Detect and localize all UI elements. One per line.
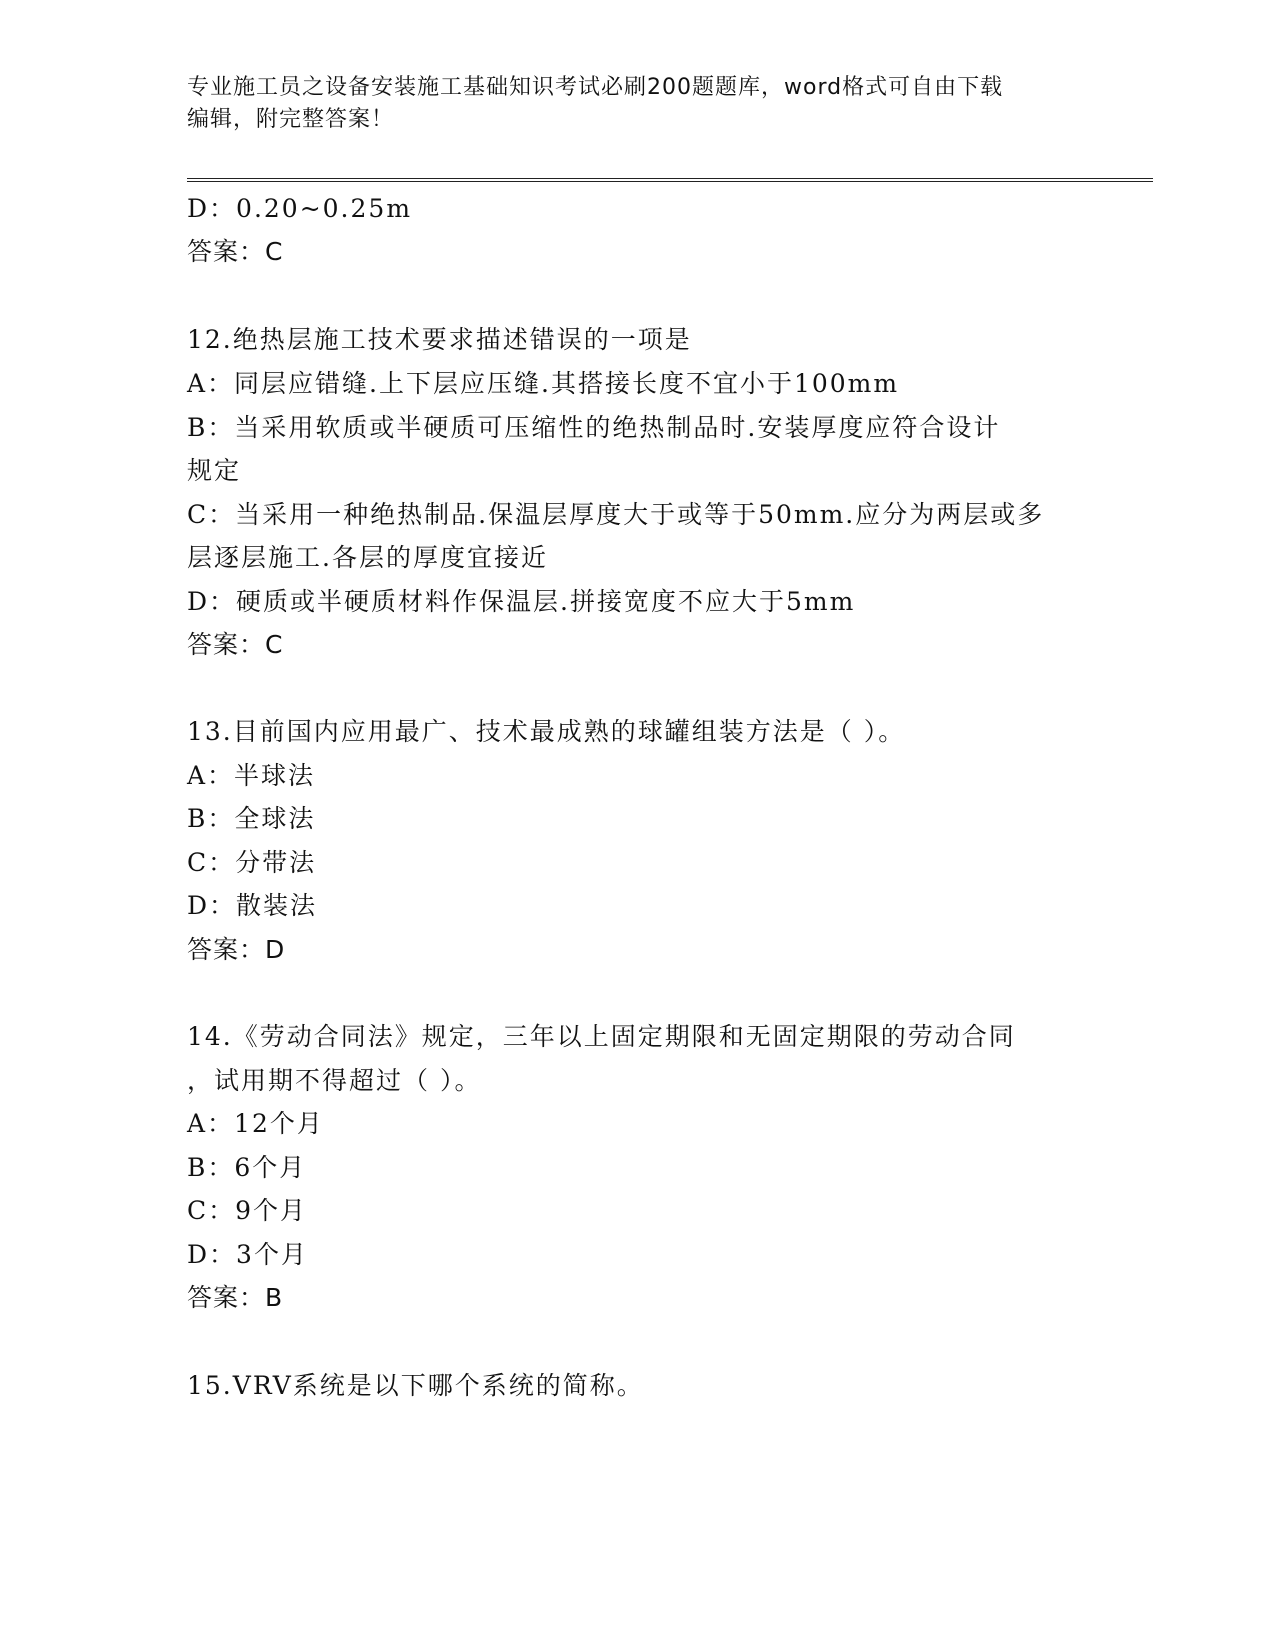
option-d: D：硬质或半硬质材料作保温层.拼接宽度不应大于5mm bbox=[187, 587, 856, 616]
header-title-line-1: 专业施工员之设备安装施工基础知识考试必刷200题题库，word格式可自由下载 bbox=[187, 75, 1004, 100]
question-14-continued: ，试用期不得超过（ ）。 bbox=[187, 1066, 482, 1095]
option-b-continued: 规定 bbox=[187, 456, 242, 485]
question-15: 15.VRV系统是以下哪个系统的简称。 bbox=[187, 1371, 644, 1400]
question-14: 14.《劳动合同法》规定，三年以上固定期限和无固定期限的劳动合同 bbox=[187, 1022, 1016, 1051]
answer-line: 答案：B bbox=[187, 1283, 284, 1312]
document-header bbox=[187, 72, 1067, 136]
option-d: D：0.20~0.25m bbox=[187, 194, 413, 223]
question-13: 13.目前国内应用最广、技术最成熟的球罐组装方法是（ ）。 bbox=[187, 717, 906, 746]
option-c: C：9个月 bbox=[187, 1196, 308, 1225]
option-b: B：6个月 bbox=[187, 1153, 307, 1182]
option-a: A：同层应错缝.上下层应压缝.其搭接长度不宜小于100mm bbox=[187, 369, 900, 398]
option-d: D：3个月 bbox=[187, 1240, 308, 1269]
option-c: C：分带法 bbox=[187, 848, 317, 877]
option-a: A：半球法 bbox=[187, 761, 316, 790]
option-c-continued: 层逐层施工.各层的厚度宜接近 bbox=[187, 543, 548, 572]
option-b: B：全球法 bbox=[187, 804, 316, 833]
header-title-line-2: 编辑，附完整答案！ bbox=[187, 107, 395, 132]
answer-line: 答案：C bbox=[187, 630, 284, 659]
option-b: B：当采用软质或半硬质可压缩性的绝热制品时.安装厚度应符合设计 bbox=[187, 413, 1001, 442]
answer-line: 答案：D bbox=[187, 935, 286, 964]
answer-line: 答案：C bbox=[187, 237, 284, 266]
option-d: D：散装法 bbox=[187, 891, 318, 920]
question-12: 12.绝热层施工技术要求描述错误的一项是 bbox=[187, 325, 692, 354]
header-divider bbox=[187, 178, 1153, 182]
option-c: C：当采用一种绝热制品.保温层厚度大于或等于50mm.应分为两层或多 bbox=[187, 500, 1045, 529]
option-a: A：12个月 bbox=[187, 1109, 324, 1138]
